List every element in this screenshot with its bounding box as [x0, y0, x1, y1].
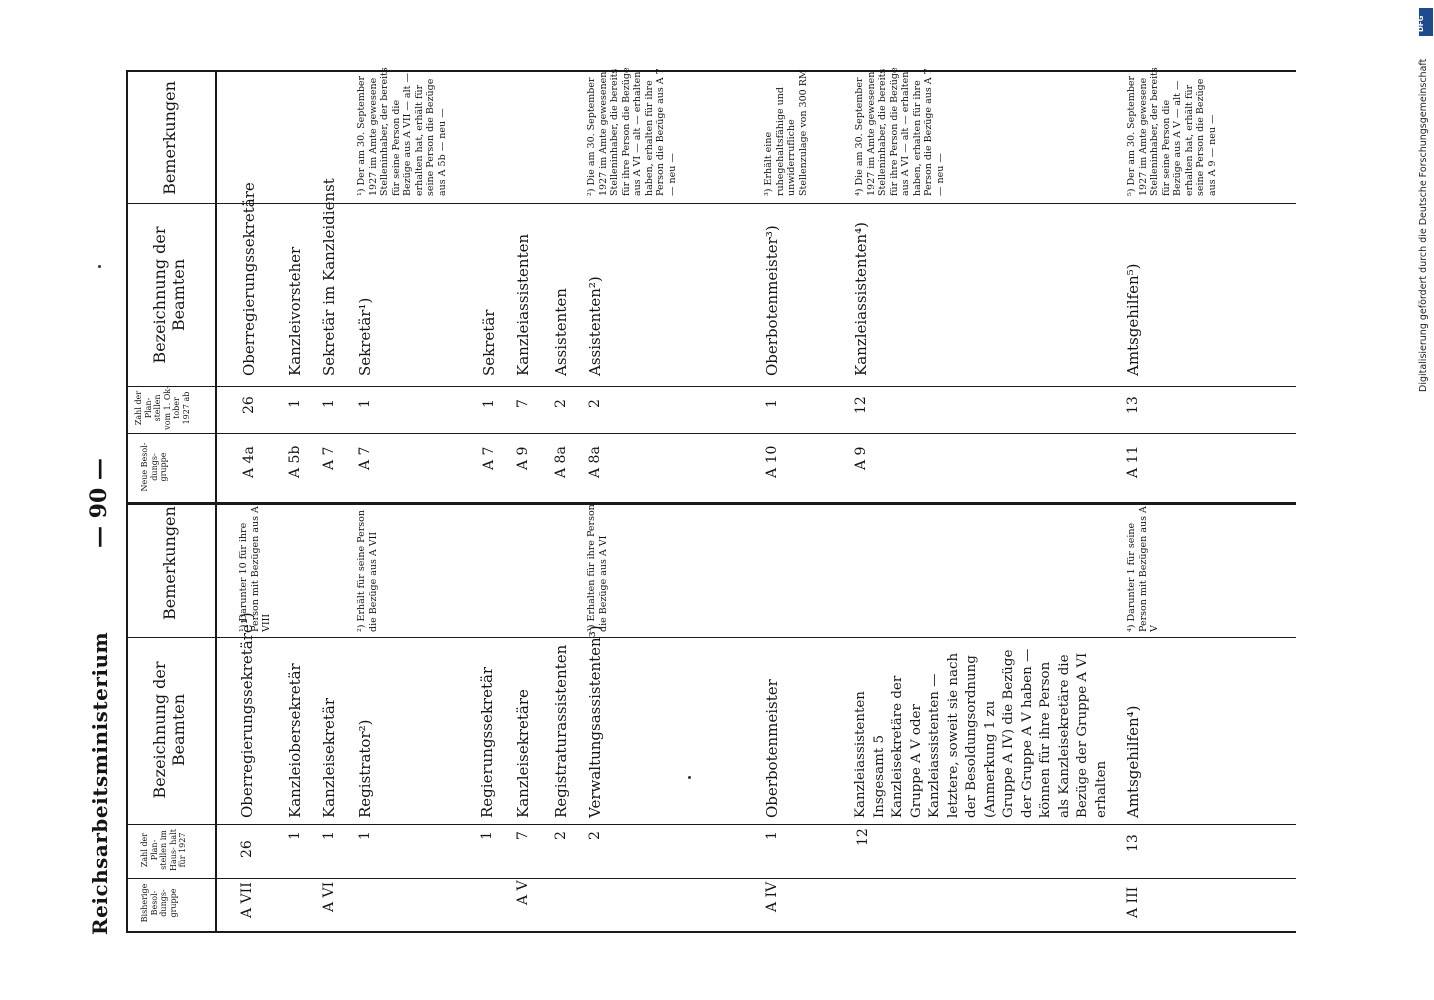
new-group: A 9 — [515, 446, 531, 470]
official-title: Kanzleisekretäre — [514, 689, 532, 818]
table-rule-left — [126, 931, 1296, 933]
new-group: A 9 — [853, 446, 869, 470]
page-number: — 90 — — [86, 458, 112, 548]
count: 12 — [853, 396, 869, 414]
remark: ⁴) Darunter 1 für seine Person mit Bezügen aus A V — [1126, 506, 1160, 632]
col-sep-right-3 — [126, 203, 1296, 204]
official-title: Kanzleiassistenten⁴) — [852, 221, 870, 376]
old-group: A V — [515, 880, 531, 905]
official-title: Oberregierungssekretäre¹) — [238, 612, 256, 818]
center-divider — [126, 502, 1296, 505]
remark: ¹) Der am 30. September 1927 im Amte gewesene Stelleninhaber, der bereits für seine Person die Bezüge aus A VII — alt — erhalten hat, erhält für seine Person die Bezüge aus A 5b — neu — — [356, 67, 448, 196]
count: 2 — [587, 399, 603, 408]
old-group: A VII — [239, 882, 255, 918]
count: 2 — [587, 831, 603, 840]
header-remarks-right: Bemerkungen — [160, 81, 179, 195]
remark: ⁵) Der am 30. September 1927 im Amte gewesene Stelleninhaber, der bereits für seine Person die Bezüge aus A V — alt — erhalten hat, erhält für seine Person die Bezüge aus A 9 — neu — — [1126, 67, 1218, 196]
count: 1 — [321, 831, 337, 840]
scan-speck — [688, 776, 691, 779]
remark: ¹) Darunter 10 für ihre Person mit Bezügen aus A VIII — [238, 506, 272, 632]
header-count-oct-1927: Zahl der Plan- stellen vom 1. Ok- tober 1927 ab — [134, 386, 191, 430]
new-group: A 10 — [764, 445, 780, 478]
dfg-logo: DFG — [1419, 8, 1433, 36]
col-sep-left-3 — [126, 637, 1296, 638]
official-title: Assistenten — [552, 288, 570, 376]
count: 2 — [553, 831, 569, 840]
col-sep-left-2 — [126, 824, 1296, 825]
count: 2 — [553, 399, 569, 408]
header-rule — [215, 70, 217, 932]
col-sep-right-1 — [126, 433, 1296, 434]
count: 1 — [481, 399, 497, 408]
ministry-title: Reichsarbeitsministerium — [88, 631, 112, 935]
col-sep-left-1 — [126, 878, 1296, 879]
col-sep-right-2 — [126, 386, 1296, 387]
table-rule-top — [126, 70, 128, 932]
remark: ³) Erhalten für ihre Person die Bezüge aus A VI — [586, 504, 609, 632]
official-title: Amtsgehilfen⁵) — [1124, 263, 1142, 376]
official-title: Kanzleiobersekretär — [286, 663, 304, 818]
digitization-credit: Digitalisierung gefördert durch die Deutsche Forschungsgemeinschaft — [1418, 58, 1429, 392]
old-group: A VI — [321, 881, 337, 912]
official-title-with-note: Kanzleiassistenten Insgesamt 5 Kanzleisekretäre der Gruppe A V oder Kanzleiassistenten — letztere, soweit sie nach der Besoldungsordnung (Anmerkung 1 zu Gruppe A IV) die Bezüge der Gruppe A V haben — können für ihre Person als Kanzleisekretäre die Bezüge der Gruppe A VI erhalten — [853, 648, 1109, 818]
official-title: Registraturassistenten — [552, 644, 570, 818]
remark: ²) Die am 30. September 1927 im Amte gewesenen Stelleninhaber, die bereits für ihre Person die Bezüge aus A VI — alt — erhalten haben, erhalten für ihre Person die Bezüge aus A 7 — neu — — [586, 67, 678, 196]
count: 13 — [1125, 396, 1141, 414]
old-group: A IV — [764, 881, 780, 912]
remark: ³) Erhält eine ruhegehaltsfähige und unwiderrufliche Stellenzulage von 300 RM — [763, 69, 809, 196]
new-group: A 7 — [481, 446, 497, 470]
count: 7 — [515, 831, 531, 840]
official-title: Oberbotenmeister — [763, 679, 781, 818]
remark: ²) Erhält für seine Person die Bezüge aus A VII — [356, 509, 379, 632]
count: 13 — [1125, 834, 1141, 852]
count: 26 — [241, 396, 257, 414]
count: 1 — [764, 399, 780, 408]
official-title: Regierungssekretär — [478, 666, 496, 818]
new-group: A 8a — [587, 446, 603, 478]
count: 1 — [357, 831, 373, 840]
new-group: A 7 — [357, 446, 373, 470]
header-old-group: Bisherige Besol- dungs- gruppe — [140, 883, 178, 923]
official-title: Sekretär im Kanzleidienst — [320, 178, 338, 376]
count: 7 — [515, 399, 531, 408]
official-title: Kanzleiassistenten — [514, 233, 532, 376]
official-title: Assistenten²) — [586, 276, 604, 376]
new-group: A 5b — [287, 445, 303, 478]
count: 26 — [239, 840, 255, 858]
header-title-left: Bezeichnung der Beamten — [150, 661, 188, 799]
official-title: Oberbotenmeister³) — [763, 225, 781, 376]
count: 1 — [479, 831, 495, 840]
header-count-1927: Zahl der Plan- stellen im Haus- halt für 1927 — [140, 829, 187, 871]
official-title: Verwaltungsassistenten³) — [586, 625, 604, 818]
official-title: Amtsgehilfen⁴) — [1124, 705, 1142, 818]
count: 1 — [357, 399, 373, 408]
count: 1 — [287, 831, 303, 840]
new-group: A 11 — [1125, 445, 1141, 478]
remark: ⁴) Die am 30. September 1927 im Amte gewesenen Stelleninhaber, die bereits für ihre Person die Bezüge aus A VI — alt — erhalten haben, erhalten für ihre Person die Bezüge aus A 7 — neu — — [854, 67, 946, 196]
official-title: Oberregierungssekretäre — [240, 182, 258, 376]
count: 12 — [855, 828, 871, 846]
official-title: Sekretär¹) — [356, 297, 374, 376]
header-remarks-left: Bemerkungen — [160, 506, 179, 620]
count: 1 — [764, 831, 780, 840]
count: 1 — [321, 399, 337, 408]
official-title: Kanzleivorsteher — [286, 246, 304, 376]
table-rule-right — [126, 70, 1296, 72]
new-group: A 8a — [553, 446, 569, 478]
header-title-right: Bezeichnung der Beamten — [150, 226, 188, 364]
new-group: A 4a — [241, 446, 257, 478]
new-group: A 7 — [321, 446, 337, 470]
official-title: Kanzleisekretär — [320, 697, 338, 818]
count: 1 — [287, 399, 303, 408]
official-title: Registrator²) — [356, 719, 374, 818]
old-group: A III — [1125, 886, 1141, 918]
header-new-group: Neue Besol- dungs- gruppe — [140, 442, 168, 492]
scan-speck — [98, 265, 101, 268]
official-title: Sekretär — [480, 309, 498, 376]
